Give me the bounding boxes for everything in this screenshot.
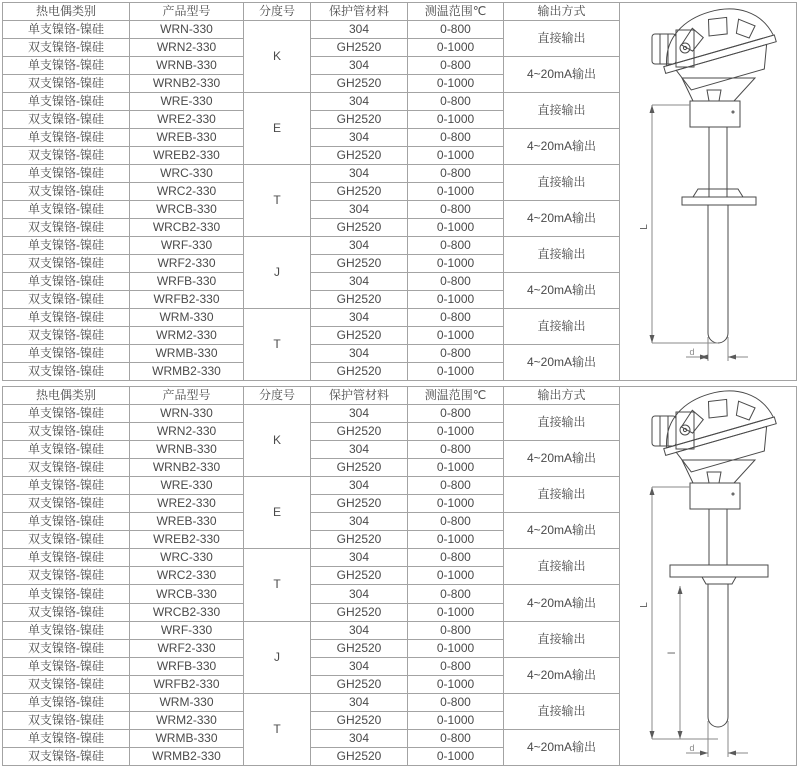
category-cell: 双支镍铬-镍硅 (3, 111, 130, 129)
material-cell: GH2520 (311, 603, 408, 621)
header-cell: 热电偶类别 (3, 3, 130, 21)
range-cell: 0-1000 (408, 495, 504, 513)
category-cell: 双支镍铬-镍硅 (3, 219, 130, 237)
category-cell: 双支镍铬-镍硅 (3, 531, 130, 549)
material-cell: GH2520 (311, 567, 408, 585)
thermocouple-body (652, 387, 783, 727)
material-cell: 304 (311, 477, 408, 495)
model-cell: WRN-330 (130, 405, 244, 423)
connection-head (653, 5, 783, 95)
material-cell: GH2520 (311, 255, 408, 273)
header-cell: 产品型号 (130, 3, 244, 21)
material-cell: GH2520 (311, 327, 408, 345)
model-cell: WRFB2-330 (130, 291, 244, 309)
graduation-cell: K (244, 405, 311, 477)
thermocouple-diagram (622, 5, 794, 379)
dim-insert-label: l (667, 651, 678, 655)
model-cell: WRF2-330 (130, 255, 244, 273)
model-cell: WREB2-330 (130, 147, 244, 165)
thermocouple-body (652, 5, 783, 343)
material-cell: GH2520 (311, 711, 408, 729)
category-cell: 单支镍铬-镍硅 (3, 585, 130, 603)
flange-hub (702, 577, 736, 584)
range-cell: 0-1000 (408, 423, 504, 441)
category-cell: 单支镍铬-镍硅 (3, 237, 130, 255)
material-cell: GH2520 (311, 183, 408, 201)
material-cell: 304 (311, 693, 408, 711)
category-cell: 双支镍铬-镍硅 (3, 748, 130, 766)
category-cell: 双支镍铬-镍硅 (3, 75, 130, 93)
range-cell: 0-1000 (408, 748, 504, 766)
material-cell: 304 (311, 729, 408, 747)
range-cell: 0-1000 (408, 459, 504, 477)
material-cell: GH2520 (311, 363, 408, 381)
range-cell: 0-800 (408, 57, 504, 75)
range-cell: 0-1000 (408, 675, 504, 693)
material-cell: 304 (311, 405, 408, 423)
model-cell: WRMB2-330 (130, 748, 244, 766)
category-cell: 双支镍铬-镍硅 (3, 603, 130, 621)
output-cell: 4~20mA输出 (504, 345, 620, 381)
category-cell: 单支镍铬-镍硅 (3, 441, 130, 459)
connection-head (653, 387, 783, 477)
material-cell: GH2520 (311, 675, 408, 693)
model-cell: WRNB-330 (130, 57, 244, 75)
range-cell: 0-1000 (408, 327, 504, 345)
model-cell: WRN2-330 (130, 423, 244, 441)
output-cell: 直接输出 (504, 621, 620, 657)
output-cell: 直接输出 (504, 165, 620, 201)
model-cell: WRM-330 (130, 309, 244, 327)
category-cell: 双支镍铬-镍硅 (3, 639, 130, 657)
category-cell: 单支镍铬-镍硅 (3, 477, 130, 495)
probe-tube (708, 205, 728, 343)
output-cell: 直接输出 (504, 309, 620, 345)
output-cell: 直接输出 (504, 405, 620, 441)
range-cell: 0-800 (408, 237, 504, 255)
material-cell: 304 (311, 21, 408, 39)
spec-table-upper (2, 2, 797, 381)
category-cell: 双支镍铬-镍硅 (3, 711, 130, 729)
category-cell: 单支镍铬-镍硅 (3, 549, 130, 567)
model-cell: WRN-330 (130, 21, 244, 39)
model-cell: WRCB2-330 (130, 219, 244, 237)
category-cell: 双支镍铬-镍硅 (3, 675, 130, 693)
flange-plate (670, 565, 768, 577)
category-cell: 双支镍铬-镍硅 (3, 183, 130, 201)
diagram-cell (620, 3, 797, 381)
range-cell: 0-800 (408, 585, 504, 603)
range-cell: 0-1000 (408, 711, 504, 729)
category-cell: 双支镍铬-镍硅 (3, 495, 130, 513)
model-cell: WRM2-330 (130, 711, 244, 729)
model-cell: WRM-330 (130, 693, 244, 711)
dim-length-label: L (639, 223, 650, 230)
thermocouple-diagram (622, 387, 794, 765)
range-cell: 0-800 (408, 405, 504, 423)
mounting-block (690, 101, 740, 127)
model-cell: WRMB2-330 (130, 363, 244, 381)
category-cell: 单支镍铬-镍硅 (3, 693, 130, 711)
range-cell: 0-1000 (408, 363, 504, 381)
output-cell: 4~20mA输出 (504, 513, 620, 549)
material-cell: 304 (311, 57, 408, 75)
material-cell: 304 (311, 165, 408, 183)
range-cell: 0-800 (408, 309, 504, 327)
category-cell: 单支镍铬-镍硅 (3, 129, 130, 147)
category-cell: 单支镍铬-镍硅 (3, 93, 130, 111)
graduation-cell: E (244, 477, 311, 549)
range-cell: 0-800 (408, 621, 504, 639)
material-cell: 304 (311, 93, 408, 111)
output-cell: 4~20mA输出 (504, 657, 620, 693)
category-cell: 单支镍铬-镍硅 (3, 729, 130, 747)
graduation-cell: T (244, 165, 311, 237)
category-cell: 双支镍铬-镍硅 (3, 255, 130, 273)
model-cell: WRCB-330 (130, 201, 244, 219)
category-cell: 双支镍铬-镍硅 (3, 459, 130, 477)
probe-tube (708, 584, 728, 727)
category-cell: 单支镍铬-镍硅 (3, 57, 130, 75)
model-cell: WRF-330 (130, 621, 244, 639)
output-cell: 直接输出 (504, 549, 620, 585)
stem-tube (709, 509, 727, 565)
material-cell: GH2520 (311, 291, 408, 309)
model-cell: WRCB-330 (130, 585, 244, 603)
header-cell: 输出方式 (504, 387, 620, 405)
material-cell: GH2520 (311, 531, 408, 549)
output-cell: 4~20mA输出 (504, 57, 620, 93)
category-cell: 单支镍铬-镍硅 (3, 657, 130, 675)
material-cell: 304 (311, 549, 408, 567)
range-cell: 0-1000 (408, 39, 504, 57)
category-cell: 双支镍铬-镍硅 (3, 147, 130, 165)
graduation-cell: T (244, 693, 311, 765)
material-cell: 304 (311, 345, 408, 363)
model-cell: WRE-330 (130, 477, 244, 495)
graduation-cell: E (244, 93, 311, 165)
model-cell: WRFB-330 (130, 657, 244, 675)
model-cell: WRM2-330 (130, 327, 244, 345)
material-cell: GH2520 (311, 219, 408, 237)
header-row (3, 3, 797, 21)
category-cell: 双支镍铬-镍硅 (3, 291, 130, 309)
material-cell: GH2520 (311, 459, 408, 477)
model-cell: WRNB2-330 (130, 75, 244, 93)
range-cell: 0-1000 (408, 183, 504, 201)
header-cell: 分度号 (244, 3, 311, 21)
range-cell: 0-1000 (408, 603, 504, 621)
range-cell: 0-800 (408, 273, 504, 291)
material-cell: 304 (311, 441, 408, 459)
header-cell: 输出方式 (504, 3, 620, 21)
range-cell: 0-800 (408, 477, 504, 495)
range-cell: 0-800 (408, 93, 504, 111)
category-cell: 双支镍铬-镍硅 (3, 327, 130, 345)
model-cell: WRFB2-330 (130, 675, 244, 693)
category-cell: 单支镍铬-镍硅 (3, 345, 130, 363)
range-cell: 0-1000 (408, 567, 504, 585)
range-cell: 0-1000 (408, 75, 504, 93)
range-cell: 0-800 (408, 549, 504, 567)
output-cell: 4~20mA输出 (504, 729, 620, 765)
range-cell: 0-1000 (408, 219, 504, 237)
category-cell: 双支镍铬-镍硅 (3, 363, 130, 381)
range-cell: 0-1000 (408, 639, 504, 657)
graduation-cell: K (244, 21, 311, 93)
neck-tab (707, 90, 721, 101)
model-cell: WRMB-330 (130, 729, 244, 747)
header-row (3, 387, 797, 405)
material-cell: GH2520 (311, 147, 408, 165)
header-cell: 热电偶类别 (3, 387, 130, 405)
range-cell: 0-800 (408, 129, 504, 147)
model-cell: WREB2-330 (130, 531, 244, 549)
header-cell: 测温范围℃ (408, 387, 504, 405)
category-cell: 双支镍铬-镍硅 (3, 39, 130, 57)
material-cell: GH2520 (311, 423, 408, 441)
category-cell: 单支镍铬-镍硅 (3, 309, 130, 327)
range-cell: 0-800 (408, 441, 504, 459)
dimension-lines (652, 105, 748, 361)
material-cell: 304 (311, 513, 408, 531)
material-cell: 304 (311, 657, 408, 675)
category-cell: 单支镍铬-镍硅 (3, 201, 130, 219)
range-cell: 0-1000 (408, 111, 504, 129)
range-cell: 0-800 (408, 165, 504, 183)
material-cell: 304 (311, 621, 408, 639)
range-cell: 0-800 (408, 345, 504, 363)
material-cell: 304 (311, 237, 408, 255)
category-cell: 单支镍铬-镍硅 (3, 165, 130, 183)
category-cell: 单支镍铬-镍硅 (3, 513, 130, 531)
header-cell: 分度号 (244, 387, 311, 405)
header-cell: 保护管材料 (311, 3, 408, 21)
range-cell: 0-1000 (408, 255, 504, 273)
output-cell: 直接输出 (504, 21, 620, 57)
range-cell: 0-1000 (408, 531, 504, 549)
category-cell: 单支镍铬-镍硅 (3, 273, 130, 291)
model-cell: WREB-330 (130, 513, 244, 531)
dimension-arrows (650, 105, 737, 360)
range-cell: 0-1000 (408, 147, 504, 165)
material-cell: 304 (311, 309, 408, 327)
block-dot (732, 493, 734, 495)
model-cell: WRMB-330 (130, 345, 244, 363)
material-cell: 304 (311, 273, 408, 291)
output-cell: 直接输出 (504, 93, 620, 129)
model-cell: WRC-330 (130, 549, 244, 567)
range-cell: 0-800 (408, 693, 504, 711)
block-dot (732, 111, 734, 113)
range-cell: 0-1000 (408, 291, 504, 309)
header-cell: 测温范围℃ (408, 3, 504, 21)
model-cell: WRCB2-330 (130, 603, 244, 621)
spec-table-lower (2, 386, 797, 766)
range-cell: 0-800 (408, 201, 504, 219)
model-cell: WRE-330 (130, 93, 244, 111)
graduation-cell: J (244, 237, 311, 309)
model-cell: WRN2-330 (130, 39, 244, 57)
output-cell: 直接输出 (504, 477, 620, 513)
header-cell: 产品型号 (130, 387, 244, 405)
material-cell: 304 (311, 201, 408, 219)
category-cell: 单支镍铬-镍硅 (3, 621, 130, 639)
material-cell: GH2520 (311, 39, 408, 57)
model-cell: WRFB-330 (130, 273, 244, 291)
category-cell: 单支镍铬-镍硅 (3, 21, 130, 39)
model-cell: WRC2-330 (130, 183, 244, 201)
dimension-lines (652, 487, 748, 757)
stem-tube (709, 127, 727, 197)
range-cell: 0-800 (408, 657, 504, 675)
material-cell: GH2520 (311, 639, 408, 657)
dim-diameter-label: d (689, 743, 695, 753)
flange-plate (682, 197, 756, 205)
range-cell: 0-800 (408, 729, 504, 747)
output-cell: 直接输出 (504, 693, 620, 729)
material-cell: GH2520 (311, 748, 408, 766)
diagram-cell (620, 387, 797, 766)
material-cell: 304 (311, 585, 408, 603)
category-cell: 双支镍铬-镍硅 (3, 567, 130, 585)
model-cell: WRNB2-330 (130, 459, 244, 477)
material-cell: 304 (311, 129, 408, 147)
output-cell: 直接输出 (504, 237, 620, 273)
mounting-block (690, 483, 740, 509)
model-cell: WRC2-330 (130, 567, 244, 585)
graduation-cell: J (244, 621, 311, 693)
output-cell: 4~20mA输出 (504, 441, 620, 477)
material-cell: GH2520 (311, 111, 408, 129)
category-cell: 单支镍铬-镍硅 (3, 405, 130, 423)
category-cell: 双支镍铬-镍硅 (3, 423, 130, 441)
graduation-cell: T (244, 309, 311, 381)
model-cell: WREB-330 (130, 129, 244, 147)
dim-length-label: L (639, 602, 650, 608)
graduation-cell: T (244, 549, 311, 621)
model-cell: WRE2-330 (130, 111, 244, 129)
material-cell: GH2520 (311, 75, 408, 93)
material-cell: GH2520 (311, 495, 408, 513)
model-cell: WRF2-330 (130, 639, 244, 657)
output-cell: 4~20mA输出 (504, 201, 620, 237)
output-cell: 4~20mA输出 (504, 273, 620, 309)
dim-diameter-label: d (689, 346, 695, 357)
range-cell: 0-800 (408, 513, 504, 531)
range-cell: 0-800 (408, 21, 504, 39)
model-cell: WRNB-330 (130, 441, 244, 459)
neck-tab (707, 472, 721, 483)
dimension-arrows (650, 487, 737, 756)
output-cell: 4~20mA输出 (504, 129, 620, 165)
flange-hub (693, 189, 743, 197)
model-cell: WRE2-330 (130, 495, 244, 513)
model-cell: WRF-330 (130, 237, 244, 255)
header-cell: 保护管材料 (311, 387, 408, 405)
model-cell: WRC-330 (130, 165, 244, 183)
output-cell: 4~20mA输出 (504, 585, 620, 621)
